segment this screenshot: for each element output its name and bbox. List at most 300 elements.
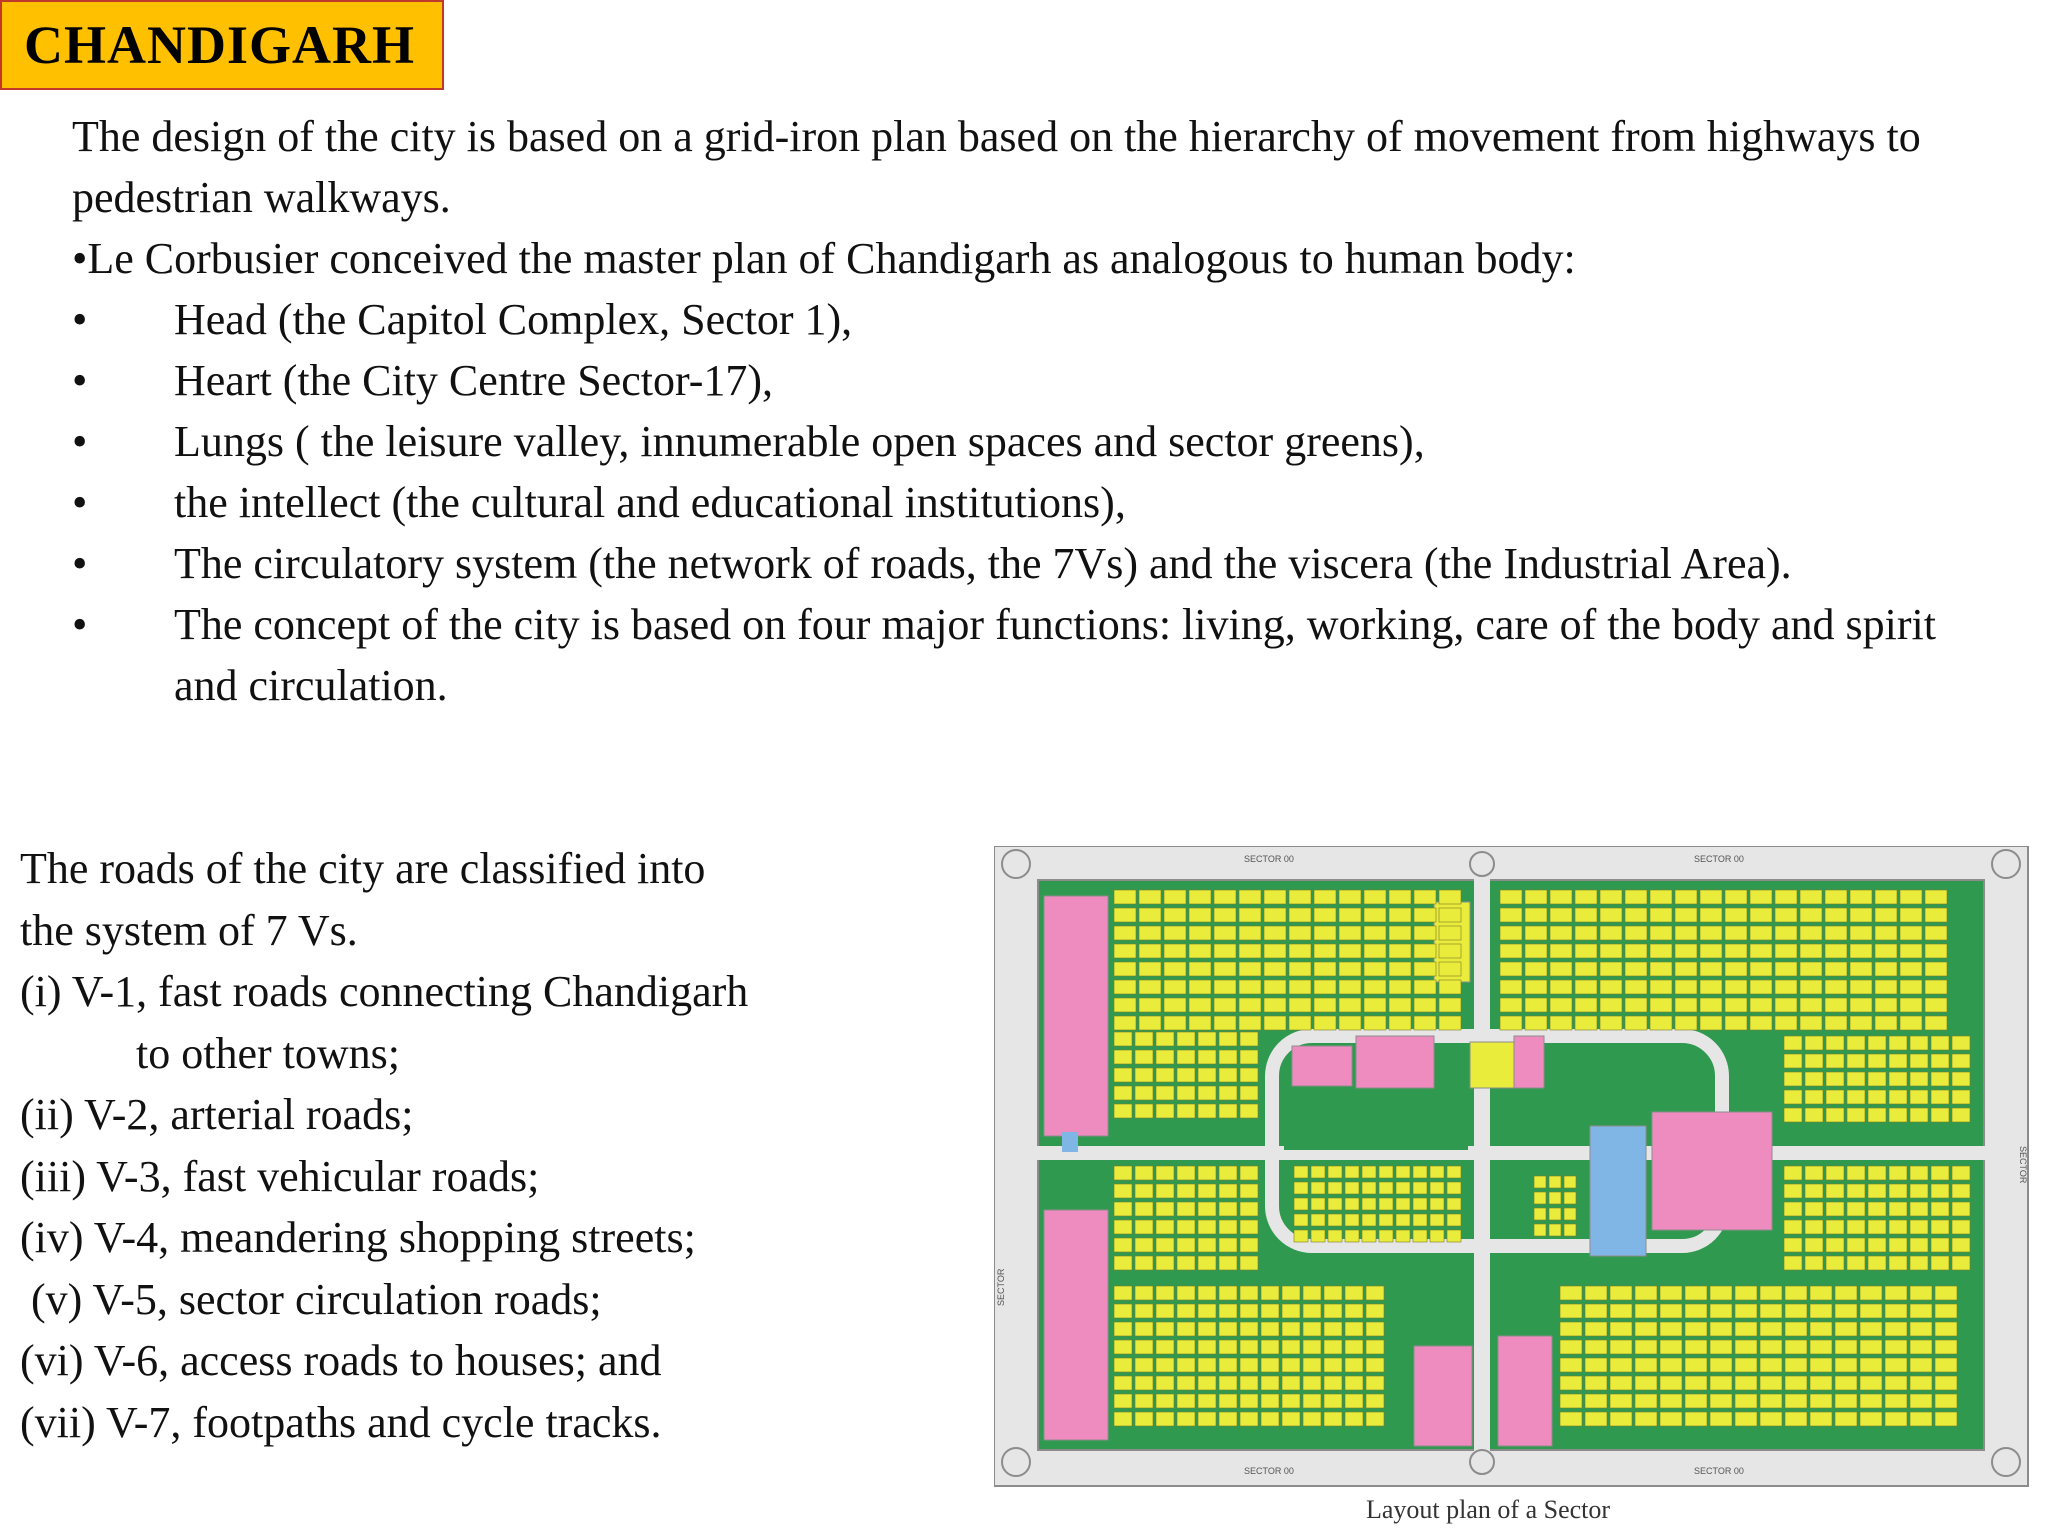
housing-plot (1525, 980, 1547, 994)
housing-plot (1825, 890, 1847, 904)
housing-plot (1439, 890, 1461, 904)
list-item (72, 411, 1992, 472)
housing-plot (1282, 1340, 1300, 1354)
housing-plot (1889, 1220, 1907, 1234)
housing-plot (1339, 908, 1361, 922)
housing-plot (1600, 1016, 1622, 1030)
housing-plot (1135, 1032, 1153, 1046)
housing-plot (1389, 908, 1411, 922)
housing-plot (1219, 1358, 1237, 1372)
housing-plot (1805, 1202, 1823, 1216)
housing-plot (1775, 890, 1797, 904)
housing-plot (1303, 1286, 1321, 1300)
housing-plot (1660, 1286, 1682, 1300)
housing-plot (1240, 1376, 1258, 1390)
housing-plot (1860, 1286, 1882, 1300)
housing-plot (1389, 926, 1411, 940)
housing-plot (1560, 1340, 1582, 1354)
housing-plot (1650, 926, 1672, 940)
housing-plot (1750, 926, 1772, 940)
housing-plot (1164, 962, 1186, 976)
housing-plot (1413, 1214, 1427, 1226)
water-block (1062, 1132, 1078, 1152)
list-item (72, 472, 1992, 533)
housing-plot (1675, 1016, 1697, 1030)
housing-plot (1240, 1322, 1258, 1336)
housing-plot (1560, 1304, 1582, 1318)
housing-plot (1345, 1394, 1363, 1408)
housing-plot (1660, 1394, 1682, 1408)
housing-plot (1282, 1376, 1300, 1390)
housing-plot (1214, 962, 1236, 976)
housing-plot (1389, 1016, 1411, 1030)
housing-plot (1240, 1032, 1258, 1046)
road-label: SECTOR 00 (1244, 1466, 1294, 1476)
housing-plot (1447, 1230, 1461, 1242)
housing-plot (1362, 1198, 1376, 1210)
housing-plot (1685, 1412, 1707, 1426)
housing-plot (1835, 1394, 1857, 1408)
housing-plot (1925, 926, 1947, 940)
housing-plot (1750, 980, 1772, 994)
housing-plot (1345, 1286, 1363, 1300)
housing-plot (1850, 944, 1872, 958)
housing-plot (1303, 1376, 1321, 1390)
housing-plot (1610, 1322, 1632, 1336)
housing-plot (1860, 1322, 1882, 1336)
housing-plot (1135, 1166, 1153, 1180)
housing-plot (1825, 908, 1847, 922)
housing-plot (1500, 944, 1522, 958)
housing-plot (1826, 1184, 1844, 1198)
housing-plot (1575, 998, 1597, 1012)
housing-plot (1135, 1286, 1153, 1300)
housing-plot (1735, 1304, 1757, 1318)
housing-plot (1219, 1286, 1237, 1300)
housing-plot (1564, 1224, 1576, 1236)
housing-plot (1362, 1166, 1376, 1178)
housing-plot (1364, 926, 1386, 940)
housing-plot (1339, 962, 1361, 976)
housing-plot (1725, 944, 1747, 958)
housing-plot (1114, 1256, 1132, 1270)
list-item (72, 289, 1992, 350)
housing-plot (1910, 1220, 1928, 1234)
housing-plot (1177, 1238, 1195, 1252)
housing-plot (1868, 1036, 1886, 1050)
housing-plot (1889, 1202, 1907, 1216)
housing-plot (1805, 1108, 1823, 1122)
housing-plot (1952, 1166, 1970, 1180)
housing-plot (1910, 1072, 1928, 1086)
housing-plot (1585, 1322, 1607, 1336)
housing-plot (1725, 926, 1747, 940)
housing-plot (1560, 1286, 1582, 1300)
bullet-icon: • (72, 539, 88, 588)
housing-plot (1214, 998, 1236, 1012)
housing-plot (1389, 944, 1411, 958)
housing-plot (1294, 1182, 1308, 1194)
housing-plot (1775, 980, 1797, 994)
housing-plot (1875, 962, 1897, 976)
housing-plot (1240, 1304, 1258, 1318)
housing-plot (1900, 998, 1922, 1012)
housing-plot (1805, 1054, 1823, 1068)
housing-plot (1660, 1358, 1682, 1372)
housing-plot (1525, 1016, 1547, 1030)
housing-plot (1775, 944, 1797, 958)
housing-plot (1785, 1376, 1807, 1390)
housing-plot (1660, 1340, 1682, 1354)
housing-plot (1240, 1286, 1258, 1300)
housing-plot (1910, 1322, 1932, 1336)
housing-plot (1135, 1050, 1153, 1064)
housing-plot (1500, 926, 1522, 940)
housing-plot (1610, 1286, 1632, 1300)
housing-plot (1685, 1358, 1707, 1372)
housing-plot (1850, 980, 1872, 994)
housing-plot (1650, 890, 1672, 904)
housing-plot (1826, 1054, 1844, 1068)
housing-plot (1177, 1086, 1195, 1100)
housing-plot (1135, 1202, 1153, 1216)
housing-plot (1885, 1322, 1907, 1336)
housing-plot (1847, 1202, 1865, 1216)
housing-plot (1314, 944, 1336, 958)
housing-plot (1660, 1322, 1682, 1336)
housing-plot (1156, 1184, 1174, 1198)
housing-plot (1700, 980, 1722, 994)
housing-plot (1198, 1376, 1216, 1390)
housing-plot (1525, 998, 1547, 1012)
housing-plot (1198, 1340, 1216, 1354)
housing-plot (1414, 890, 1436, 904)
housing-plot (1549, 1176, 1561, 1188)
list-item-text: Head (the Capitol Complex, Sector 1), (174, 295, 853, 344)
housing-plot (1500, 908, 1522, 922)
housing-plot (1294, 1166, 1308, 1178)
housing-plot (1414, 1016, 1436, 1030)
housing-plot (1156, 1238, 1174, 1252)
housing-plot (1198, 1202, 1216, 1216)
housing-plot (1868, 1054, 1886, 1068)
housing-plot (1240, 1184, 1258, 1198)
list-item (72, 350, 1992, 411)
housing-plot (1261, 1394, 1279, 1408)
housing-plot (1889, 1054, 1907, 1068)
housing-plot (1289, 962, 1311, 976)
housing-plot (1364, 890, 1386, 904)
housing-plot (1900, 926, 1922, 940)
housing-plot (1784, 1238, 1802, 1252)
housing-plot (1885, 1358, 1907, 1372)
housing-plot (1760, 1358, 1782, 1372)
housing-plot (1289, 944, 1311, 958)
housing-plot (1710, 1358, 1732, 1372)
housing-plot (1925, 998, 1947, 1012)
housing-plot (1240, 1220, 1258, 1234)
housing-plot (1294, 1214, 1308, 1226)
housing-plot (1198, 1086, 1216, 1100)
housing-plot (1114, 1238, 1132, 1252)
intro-section (72, 106, 1992, 716)
housing-plot (1282, 1412, 1300, 1426)
road-band (1474, 874, 1490, 1456)
bullet-icon: • (72, 295, 88, 344)
housing-plot (1114, 962, 1136, 976)
housing-plot (1700, 998, 1722, 1012)
housing-plot (1389, 998, 1411, 1012)
housing-plot (1294, 1230, 1308, 1242)
housing-plot (1549, 1208, 1561, 1220)
housing-plot (1935, 1322, 1957, 1336)
housing-plot (1635, 1322, 1657, 1336)
housing-plot (1810, 1412, 1832, 1426)
housing-plot (1868, 1108, 1886, 1122)
housing-plot (1575, 890, 1597, 904)
housing-plot (1826, 1090, 1844, 1104)
housing-plot (1805, 1184, 1823, 1198)
housing-plot (1282, 1358, 1300, 1372)
housing-plot (1156, 1340, 1174, 1354)
housing-plot (1910, 1412, 1932, 1426)
housing-plot (1264, 1016, 1286, 1030)
housing-plot (1135, 1394, 1153, 1408)
housing-plot (1114, 1086, 1132, 1100)
housing-plot (1413, 1182, 1427, 1194)
housing-plot (1379, 1182, 1393, 1194)
housing-plot (1164, 1016, 1186, 1030)
housing-plot (1935, 1340, 1957, 1354)
housing-plot (1525, 926, 1547, 940)
list-item-text: The concept of the city is based on four major functions: living, working, care of the body and spirit and circulation. (174, 600, 1936, 710)
housing-plot (1952, 1202, 1970, 1216)
bullet-icon: • (72, 417, 88, 466)
list-item-text: Heart (the City Centre Sector-17), (174, 356, 774, 405)
public-block (1514, 1036, 1544, 1088)
housing-plot (1550, 926, 1572, 940)
housing-plot (1328, 1166, 1342, 1178)
housing-plot (1575, 908, 1597, 922)
housing-plot (1585, 1340, 1607, 1354)
housing-plot (1868, 1202, 1886, 1216)
housing-plot (1189, 1016, 1211, 1030)
housing-plot (1240, 1340, 1258, 1354)
housing-plot (1114, 1412, 1132, 1426)
housing-plot (1339, 926, 1361, 940)
housing-plot (1784, 1108, 1802, 1122)
housing-plot (1805, 1256, 1823, 1270)
housing-plot (1735, 1412, 1757, 1426)
housing-plot (1314, 962, 1336, 976)
housing-plot (1725, 890, 1747, 904)
road-label: SECTOR (2018, 1146, 2028, 1184)
housing-plot (1925, 1016, 1947, 1030)
housing-plot (1826, 1036, 1844, 1050)
housing-plot (1868, 1072, 1886, 1086)
list-item-text: The circulatory system (the network of roads, the 7Vs) and the viscera (the Industrial Area). (174, 539, 1792, 588)
housing-plot (1660, 1304, 1682, 1318)
road-v1-continued: to other towns; (136, 1028, 400, 1078)
housing-plot (1396, 1182, 1410, 1194)
housing-plot (1889, 1184, 1907, 1198)
housing-plot (1345, 1198, 1359, 1210)
intro-lead: •Le Corbusier conceived the master plan of Chandigarh as analogous to human body: (72, 234, 1576, 283)
housing-plot (1366, 1394, 1384, 1408)
housing-plot (1875, 908, 1897, 922)
housing-plot (1239, 890, 1261, 904)
housing-plot (1860, 1394, 1882, 1408)
housing-plot (1219, 1394, 1237, 1408)
housing-plot (1240, 1238, 1258, 1252)
housing-plot (1264, 926, 1286, 940)
housing-plot (1575, 926, 1597, 940)
housing-plot (1114, 890, 1136, 904)
housing-plot (1910, 1304, 1932, 1318)
housing-plot (1379, 1198, 1393, 1210)
housing-plot (1239, 908, 1261, 922)
housing-plot (1710, 1286, 1732, 1300)
housing-plot (1931, 1090, 1949, 1104)
housing-plot (1177, 1376, 1195, 1390)
housing-plot (1910, 1090, 1928, 1104)
housing-plot (1889, 1238, 1907, 1252)
housing-plot (1760, 1376, 1782, 1390)
housing-plot (1500, 1016, 1522, 1030)
housing-plot (1219, 1220, 1237, 1234)
housing-plot (1261, 1286, 1279, 1300)
housing-plot (1324, 1286, 1342, 1300)
housing-plot (1239, 980, 1261, 994)
housing-plot (1575, 944, 1597, 958)
housing-plot (1860, 1358, 1882, 1372)
housing-plot (1850, 890, 1872, 904)
housing-plot (1135, 1358, 1153, 1372)
housing-plot (1156, 1286, 1174, 1300)
housing-plot (1239, 962, 1261, 976)
housing-plot (1931, 1166, 1949, 1180)
housing-plot (1826, 1072, 1844, 1086)
housing-plot (1685, 1376, 1707, 1390)
housing-plot (1710, 1376, 1732, 1390)
housing-plot (1156, 1376, 1174, 1390)
housing-plot (1910, 1376, 1932, 1390)
housing-plot (1345, 1214, 1359, 1226)
housing-plot (1303, 1304, 1321, 1318)
housing-plot (1900, 962, 1922, 976)
housing-plot (1114, 1340, 1132, 1354)
housing-plot (1135, 1376, 1153, 1390)
housing-plot (1219, 1086, 1237, 1100)
housing-plot (1311, 1182, 1325, 1194)
housing-plot (1785, 1286, 1807, 1300)
public-block (1292, 1046, 1352, 1086)
housing-plot (1198, 1220, 1216, 1234)
housing-plot (1219, 1166, 1237, 1180)
housing-plot (1900, 908, 1922, 922)
housing-plot (1952, 1184, 1970, 1198)
housing-plot (1177, 1202, 1195, 1216)
housing-plot (1430, 1198, 1444, 1210)
housing-plot (1135, 1184, 1153, 1198)
housing-plot (1114, 1032, 1132, 1046)
housing-plot (1439, 944, 1461, 958)
road-label: SECTOR 00 (1694, 1466, 1744, 1476)
green-belt (1284, 1090, 1468, 1150)
housing-plot (1328, 1214, 1342, 1226)
housing-plot (1710, 1412, 1732, 1426)
housing-plot (1282, 1394, 1300, 1408)
sector-layout-map (994, 846, 2034, 1536)
housing-plot (1177, 1322, 1195, 1336)
housing-plot (1952, 1072, 1970, 1086)
housing-plot (1610, 1394, 1632, 1408)
housing-plot (1164, 926, 1186, 940)
housing-plot (1860, 1304, 1882, 1318)
housing-plot (1396, 1198, 1410, 1210)
housing-plot (1560, 1376, 1582, 1390)
housing-plot (1826, 1256, 1844, 1270)
housing-plot (1534, 1176, 1546, 1188)
housing-plot (1675, 980, 1697, 994)
housing-plot (1760, 1394, 1782, 1408)
road-label: SECTOR 00 (1694, 854, 1744, 864)
housing-plot (1314, 980, 1336, 994)
housing-plot (1785, 1358, 1807, 1372)
bullet-icon: • (72, 478, 88, 527)
housing-plot (1800, 890, 1822, 904)
housing-plot (1345, 1230, 1359, 1242)
housing-plot (1800, 1016, 1822, 1030)
housing-plot (1847, 1184, 1865, 1198)
housing-plot (1850, 998, 1872, 1012)
housing-plot (1635, 1286, 1657, 1300)
housing-plot (1240, 1086, 1258, 1100)
housing-plot (1414, 944, 1436, 958)
housing-plot (1219, 1050, 1237, 1064)
housing-plot (1635, 1358, 1657, 1372)
housing-plot (1784, 1036, 1802, 1050)
housing-plot (1585, 1412, 1607, 1426)
housing-plot (1189, 962, 1211, 976)
housing-plot (1198, 1286, 1216, 1300)
housing-plot (1785, 1304, 1807, 1318)
housing-plot (1214, 1016, 1236, 1030)
housing-plot (1114, 998, 1136, 1012)
housing-plot (1610, 1412, 1632, 1426)
housing-plot (1610, 1340, 1632, 1354)
housing-plot (1875, 944, 1897, 958)
housing-plot (1847, 1054, 1865, 1068)
housing-plot (1219, 1256, 1237, 1270)
housing-plot (1447, 1166, 1461, 1178)
housing-plot (1177, 1256, 1195, 1270)
housing-plot (1600, 962, 1622, 976)
housing-plot (1650, 962, 1672, 976)
housing-plot (1550, 962, 1572, 976)
road-label: SECTOR (996, 1268, 1006, 1306)
housing-plot (1650, 998, 1672, 1012)
housing-plot (1114, 908, 1136, 922)
housing-plot (1282, 1322, 1300, 1336)
housing-plot (1156, 1304, 1174, 1318)
housing-plot (1264, 890, 1286, 904)
housing-plot (1189, 926, 1211, 940)
housing-plot (1760, 1412, 1782, 1426)
housing-plot (1685, 1286, 1707, 1300)
housing-plot (1362, 1182, 1376, 1194)
housing-plot (1114, 1376, 1132, 1390)
